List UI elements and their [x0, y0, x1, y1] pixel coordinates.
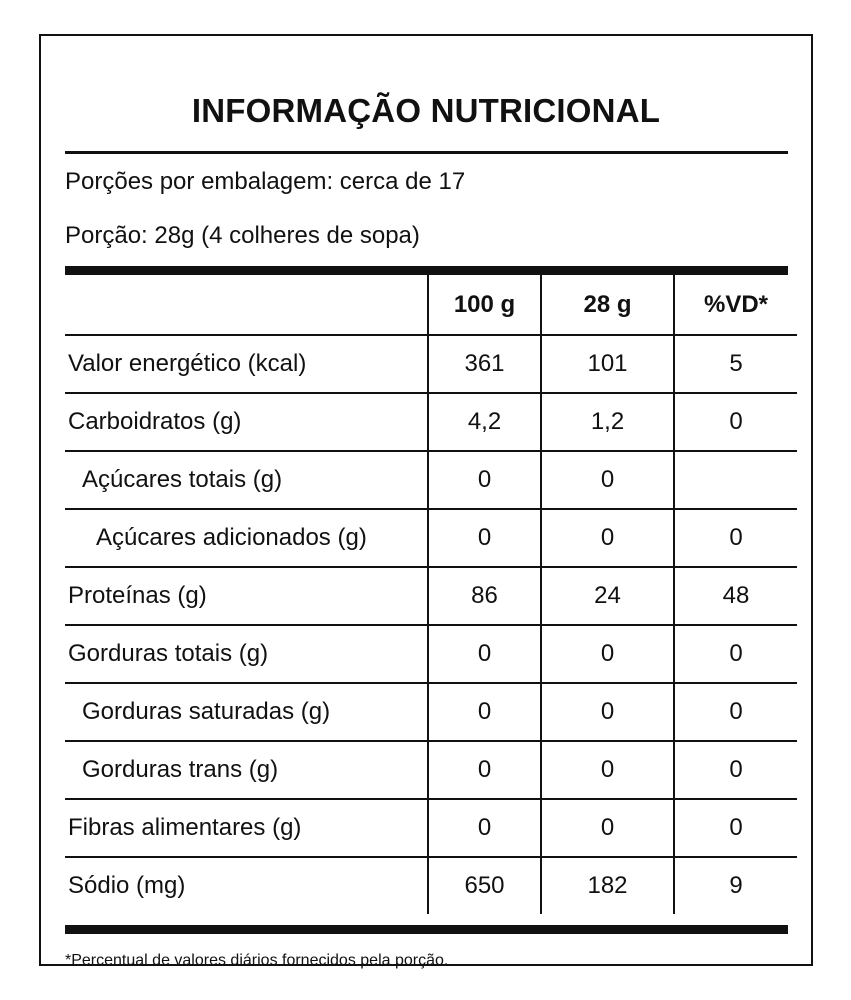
daily-value-footnote: *Percentual de valores diários fornecidos pela porção. [65, 952, 449, 969]
table-row [65, 393, 797, 451]
table-row [65, 683, 797, 741]
table-top-rule [65, 266, 788, 275]
value-per-serving: 24 [541, 567, 674, 625]
nutrient-name: Açúcares totais (g) [65, 451, 428, 509]
value-daily: 48 [674, 567, 797, 625]
value-per-serving: 0 [541, 451, 674, 509]
table-row [65, 567, 797, 625]
value-daily [674, 451, 797, 509]
table-row [65, 625, 797, 683]
value-per-100g: 86 [428, 567, 541, 625]
value-daily: 0 [674, 509, 797, 567]
table-row [65, 741, 797, 799]
value-per-serving: 0 [541, 625, 674, 683]
value-per-serving: 0 [541, 741, 674, 799]
table-row [65, 451, 797, 509]
value-per-100g: 0 [428, 683, 541, 741]
value-per-100g: 361 [428, 335, 541, 393]
nutrient-name: Proteínas (g) [65, 567, 428, 625]
serving-size: Porção: 28g (4 colheres de sopa) [65, 222, 420, 249]
nutrient-name: Gorduras saturadas (g) [65, 683, 428, 741]
header-daily-value: %VD* [674, 275, 797, 335]
table-bottom-rule [65, 925, 788, 934]
header-per-serving: 28 g [541, 275, 674, 335]
value-per-100g: 0 [428, 799, 541, 857]
value-per-serving: 101 [541, 335, 674, 393]
nutrient-name: Açúcares adicionados (g) [65, 509, 428, 567]
nutrient-name: Sódio (mg) [68, 872, 186, 899]
value-per-serving: 0 [541, 799, 674, 857]
label-title: INFORMAÇÃO NUTRICIONAL [191, 92, 661, 129]
value-per-100g: 0 [428, 451, 541, 509]
value-per-100g: 0 [428, 509, 541, 567]
value-per-100g: 0 [428, 741, 541, 799]
value-daily: 0 [674, 741, 797, 799]
table-row [65, 509, 797, 567]
value-daily: 0 [674, 799, 797, 857]
table-row [65, 799, 797, 857]
servings-per-package: Porções por embalagem: cerca de 17 [65, 168, 466, 195]
value-per-100g: 0 [428, 625, 541, 683]
value-per-100g: 4,2 [428, 393, 541, 451]
nutrition-table [65, 275, 797, 914]
value-daily: 9 [674, 857, 797, 914]
header-per-100g: 100 g [428, 275, 541, 335]
header-nutrient [65, 275, 428, 335]
value-daily: 0 [674, 625, 797, 683]
table-row [65, 335, 797, 393]
value-per-serving: 0 [541, 683, 674, 741]
value-daily: 0 [674, 393, 797, 451]
table-header-row [65, 275, 797, 335]
value-per-serving: 1,2 [541, 393, 674, 451]
value-per-serving: 182 [541, 857, 674, 914]
table-row [65, 857, 797, 914]
nutrient-name: Fibras alimentares (g) [65, 799, 428, 857]
value-per-100g: 650 [428, 857, 541, 914]
nutrient-name: Gorduras totais (g) [65, 625, 428, 683]
value-daily: 5 [674, 335, 797, 393]
nutrient-name: Gorduras trans (g) [65, 741, 428, 799]
nutrient-name: Carboidratos (g) [65, 393, 428, 451]
title-divider [65, 151, 788, 154]
value-per-serving: 0 [541, 509, 674, 567]
nutrition-facts-label [39, 34, 813, 969]
value-daily: 0 [674, 683, 797, 741]
nutrient-name: Valor energético (kcal) [65, 335, 428, 393]
